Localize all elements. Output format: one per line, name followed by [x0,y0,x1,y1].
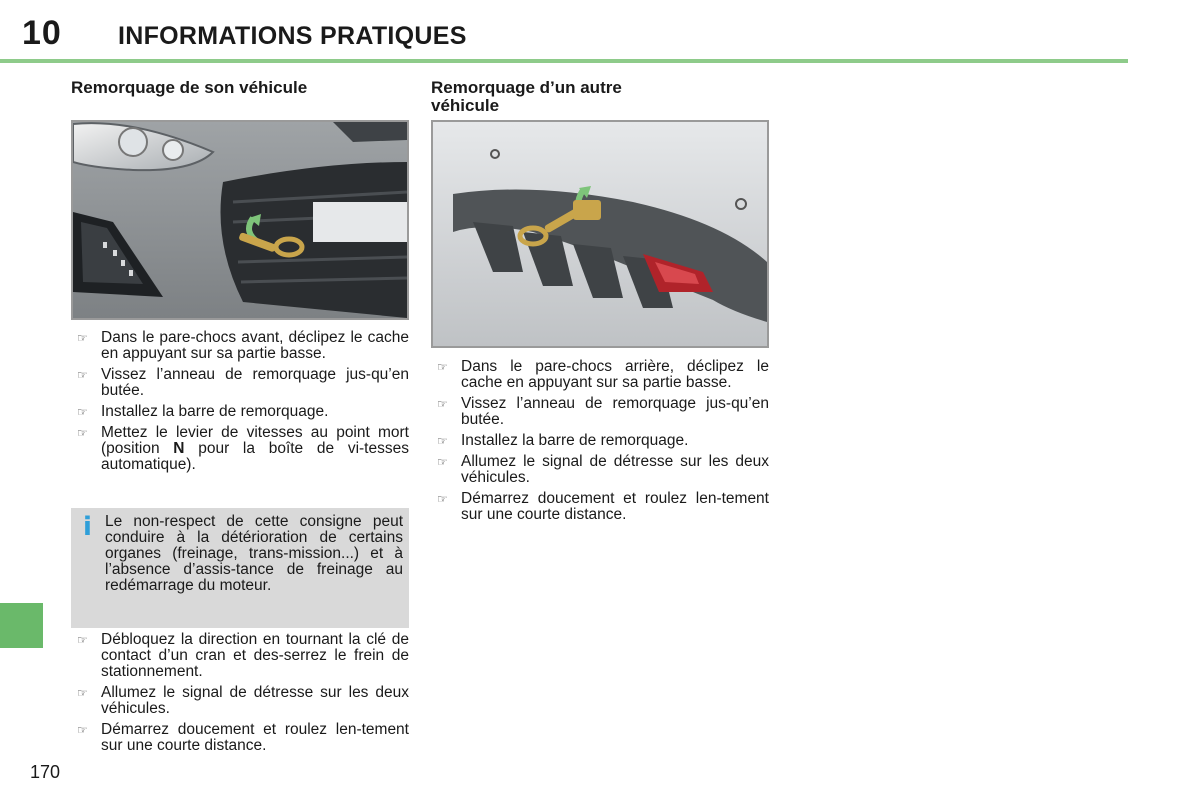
pointing-hand-icon: ☞ [77,686,88,700]
pointing-hand-icon: ☞ [77,723,88,737]
list-item: ☞ Dans le pare-chocs arrière, déclipez le cache en appuyant sur sa partie basse. [437,358,769,391]
list-item: ☞ Allumez le signal de détresse sur les deux véhicules. [437,453,769,486]
chapter-side-tab [0,603,43,648]
info-text: Le non-respect de cette consigne peut conduire à la détérioration de certains organes (freinage, trans-mission...) et à l’absence d’assis-tance de freinage au redémarrage du moteur. [105,513,403,594]
pointing-hand-icon: ☞ [77,405,88,419]
list-item: ☞ Vissez l’anneau de remorquage jus-qu’en butée. [77,366,409,399]
info-icon: i [83,512,92,542]
list-item: ☞ Démarrez doucement et roulez len-tement sur une courte distance. [77,721,409,754]
chapter-title: INFORMATIONS PRATIQUES [118,22,467,50]
rear-bumper-tow-ring-photo [431,120,769,348]
pointing-hand-icon: ☞ [437,397,448,411]
list-item: ☞ Mettez le levier de vitesses au point mort (position N pour la boîte de vi-tesses automatique). [77,424,409,473]
pointing-hand-icon: ☞ [77,331,88,345]
right-steps-list [431,359,769,528]
header-rule [0,59,1128,63]
pointing-hand-icon: ☞ [437,360,448,374]
pointing-hand-icon: ☞ [437,434,448,448]
pointing-hand-icon: ☞ [77,368,88,382]
list-item: ☞ Allumez le signal de détresse sur les deux véhicules. [77,684,409,717]
list-item: ☞ Installez la barre de remorquage. [437,432,689,449]
info-box [71,508,409,628]
list-item: ☞ Vissez l’anneau de remorquage jus-qu’en butée. [437,395,769,428]
left-section-title: Remorquage de son véhicule [71,78,308,97]
page-number: 170 [30,762,61,782]
right-section-title: Remorquage d’un autre véhicule [431,78,622,115]
list-item: ☞ Démarrez doucement et roulez len-tement sur une courte distance. [437,490,769,523]
pointing-hand-icon: ☞ [77,426,88,440]
left-steps-list-2 [71,632,409,759]
left-steps-list [71,330,409,478]
gear-position-n: N [173,440,185,457]
front-bumper-tow-ring-photo [71,120,409,320]
list-item: ☞ Débloquez la direction en tournant la clé de contact d’un cran et des-serrez le frein de stationnement. [77,631,409,680]
chapter-number: 10 [22,14,62,52]
pointing-hand-icon: ☞ [437,455,448,469]
pointing-hand-icon: ☞ [437,492,448,506]
pointing-hand-icon: ☞ [77,633,88,647]
list-item: ☞ Installez la barre de remorquage. [77,403,329,420]
list-item: ☞ Dans le pare-chocs avant, déclipez le cache en appuyant sur sa partie basse. [77,329,409,362]
